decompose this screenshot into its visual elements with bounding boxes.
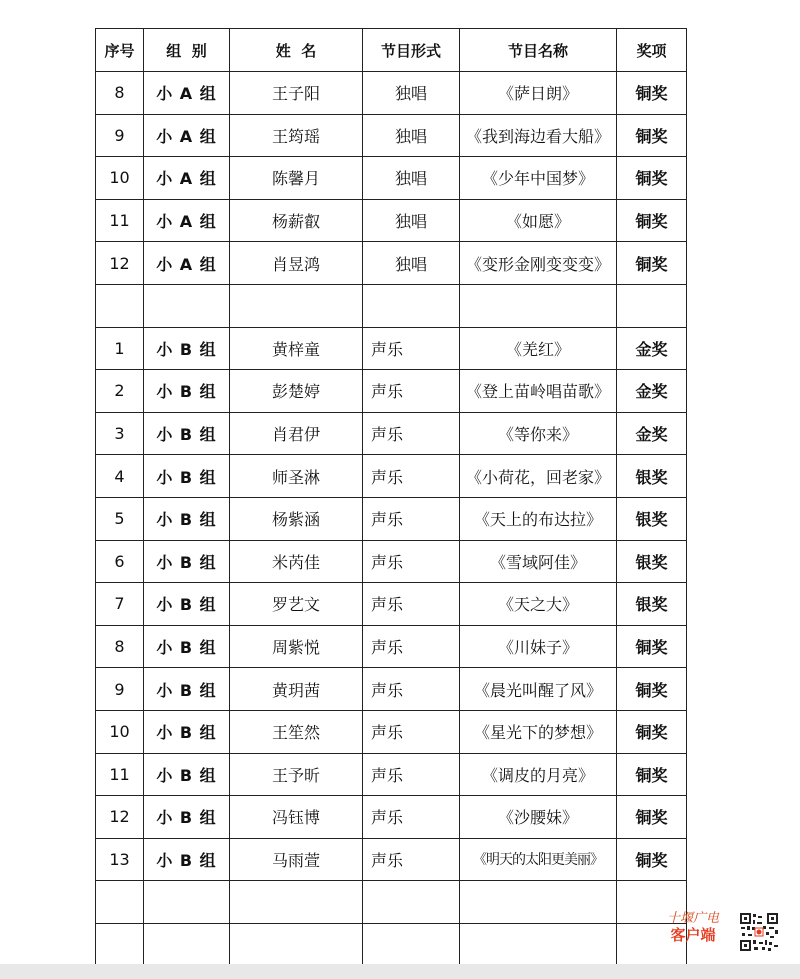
cell-group: 小 A 组 <box>144 72 230 115</box>
empty-cell <box>96 284 144 327</box>
cell-seq: 4 <box>96 455 144 498</box>
cell-form: 声乐 <box>363 370 460 413</box>
cell-form: 独唱 <box>363 242 460 285</box>
cell-group: 小 B 组 <box>144 412 230 455</box>
header-name: 姓 名 <box>230 29 363 72</box>
cell-group: 小 B 组 <box>144 497 230 540</box>
cell-form: 独唱 <box>363 199 460 242</box>
cell-group: 小 B 组 <box>144 668 230 711</box>
cell-name: 肖昱鸿 <box>230 242 363 285</box>
cell-title: 《萨日朗》 <box>460 72 617 115</box>
watermark-subtitle: 客户端 <box>670 925 716 944</box>
cell-name: 黄梓童 <box>230 327 363 370</box>
table-row <box>96 412 687 455</box>
page-bottom-strip <box>0 964 800 979</box>
cell-award: 铜奖 <box>617 796 687 839</box>
table-row <box>96 668 687 711</box>
cell-title: 《如愿》 <box>460 199 617 242</box>
table-row <box>96 710 687 753</box>
empty-row <box>96 881 687 924</box>
empty-cell <box>460 284 617 327</box>
cell-name: 彭楚婷 <box>230 370 363 413</box>
cell-seq: 7 <box>96 583 144 626</box>
cell-form: 声乐 <box>363 625 460 668</box>
cell-name: 王子阳 <box>230 72 363 115</box>
cell-title: 《等你来》 <box>460 412 617 455</box>
header-form: 节目形式 <box>363 29 460 72</box>
header-seq: 序号 <box>96 29 144 72</box>
cell-form: 声乐 <box>363 710 460 753</box>
table-row <box>96 370 687 413</box>
cell-name: 米芮佳 <box>230 540 363 583</box>
cell-award: 铜奖 <box>617 838 687 881</box>
cell-group: 小 B 组 <box>144 455 230 498</box>
cell-group: 小 A 组 <box>144 242 230 285</box>
cell-award: 铜奖 <box>617 710 687 753</box>
cell-seq: 8 <box>96 72 144 115</box>
cell-seq: 12 <box>96 796 144 839</box>
watermark-logo <box>667 912 719 944</box>
cell-title: 《雪域阿佳》 <box>460 540 617 583</box>
cell-seq: 10 <box>96 157 144 200</box>
header-award: 奖项 <box>617 29 687 72</box>
cell-seq: 9 <box>96 668 144 711</box>
cell-seq: 9 <box>96 114 144 157</box>
cell-group: 小 B 组 <box>144 710 230 753</box>
cell-group: 小 B 组 <box>144 327 230 370</box>
cell-group: 小 B 组 <box>144 370 230 413</box>
cell-seq: 5 <box>96 497 144 540</box>
cell-group: 小 B 组 <box>144 796 230 839</box>
table-row <box>96 199 687 242</box>
table-row <box>96 796 687 839</box>
cell-name: 王予昕 <box>230 753 363 796</box>
empty-cell <box>460 923 617 966</box>
cell-group: 小 B 组 <box>144 753 230 796</box>
cell-seq: 8 <box>96 625 144 668</box>
cell-seq: 11 <box>96 199 144 242</box>
cell-name: 马雨萱 <box>230 838 363 881</box>
cell-award: 铜奖 <box>617 114 687 157</box>
cell-form: 声乐 <box>363 796 460 839</box>
cell-title: 《沙腰妹》 <box>460 796 617 839</box>
table-row <box>96 157 687 200</box>
cell-title: 《少年中国梦》 <box>460 157 617 200</box>
cell-award: 银奖 <box>617 540 687 583</box>
cell-group: 小 B 组 <box>144 838 230 881</box>
cell-title: 《登上苗岭唱苗歌》 <box>460 370 617 413</box>
cell-group: 小 B 组 <box>144 583 230 626</box>
cell-award: 铜奖 <box>617 157 687 200</box>
cell-name: 肖君伊 <box>230 412 363 455</box>
cell-title: 《天之大》 <box>460 583 617 626</box>
empty-cell <box>144 923 230 966</box>
cell-seq: 12 <box>96 242 144 285</box>
cell-form: 声乐 <box>363 540 460 583</box>
cell-award: 铜奖 <box>617 625 687 668</box>
cell-group: 小 B 组 <box>144 540 230 583</box>
cell-form: 声乐 <box>363 412 460 455</box>
cell-seq: 2 <box>96 370 144 413</box>
empty-cell <box>144 881 230 924</box>
cell-seq: 1 <box>96 327 144 370</box>
cell-title: 《川妹子》 <box>460 625 617 668</box>
cell-award: 铜奖 <box>617 668 687 711</box>
table-row <box>96 455 687 498</box>
cell-award: 金奖 <box>617 412 687 455</box>
cell-name: 罗艺文 <box>230 583 363 626</box>
table-row <box>96 114 687 157</box>
cell-title: 《调皮的月亮》 <box>460 753 617 796</box>
cell-seq: 10 <box>96 710 144 753</box>
cell-group: 小 B 组 <box>144 625 230 668</box>
empty-cell <box>230 881 363 924</box>
table-row <box>96 242 687 285</box>
empty-cell <box>460 881 617 924</box>
empty-row <box>96 923 687 966</box>
empty-cell <box>230 284 363 327</box>
cell-name: 黄玥茜 <box>230 668 363 711</box>
cell-award: 铜奖 <box>617 199 687 242</box>
header-title: 节目名称 <box>460 29 617 72</box>
cell-seq: 3 <box>96 412 144 455</box>
cell-form: 独唱 <box>363 114 460 157</box>
empty-cell <box>617 284 687 327</box>
cell-award: 铜奖 <box>617 753 687 796</box>
cell-group: 小 A 组 <box>144 114 230 157</box>
cell-title: 《晨光叫醒了风》 <box>460 668 617 711</box>
table-row <box>96 327 687 370</box>
cell-award: 金奖 <box>617 370 687 413</box>
empty-cell <box>363 284 460 327</box>
cell-form: 声乐 <box>363 753 460 796</box>
cell-award: 银奖 <box>617 455 687 498</box>
qr-code-icon <box>739 912 779 952</box>
cell-seq: 6 <box>96 540 144 583</box>
header-group: 组 别 <box>144 29 230 72</box>
cell-name: 杨薪叡 <box>230 199 363 242</box>
cell-title: 《羌红》 <box>460 327 617 370</box>
header-row <box>96 29 687 72</box>
cell-seq: 13 <box>96 838 144 881</box>
cell-title: 《明天的太阳更美丽》 <box>460 838 617 881</box>
cell-group: 小 A 组 <box>144 157 230 200</box>
empty-cell <box>363 881 460 924</box>
table-row <box>96 583 687 626</box>
cell-award: 金奖 <box>617 327 687 370</box>
table-row <box>96 540 687 583</box>
cell-form: 声乐 <box>363 668 460 711</box>
watermark-brand: 十堰广电 <box>667 911 720 926</box>
cell-seq: 11 <box>96 753 144 796</box>
cell-title: 《小荷花，回老家》 <box>460 455 617 498</box>
table-row <box>96 72 687 115</box>
cell-name: 师圣淋 <box>230 455 363 498</box>
awards-table <box>95 28 687 966</box>
empty-cell <box>96 881 144 924</box>
cell-title: 《我到海边看大船》 <box>460 114 617 157</box>
cell-form: 独唱 <box>363 157 460 200</box>
empty-cell <box>144 284 230 327</box>
cell-form: 声乐 <box>363 838 460 881</box>
cell-form: 声乐 <box>363 455 460 498</box>
empty-row <box>96 284 687 327</box>
cell-award: 铜奖 <box>617 72 687 115</box>
table-row <box>96 753 687 796</box>
cell-award: 铜奖 <box>617 242 687 285</box>
cell-name: 王笙然 <box>230 710 363 753</box>
table-row <box>96 497 687 540</box>
empty-cell <box>230 923 363 966</box>
cell-name: 杨紫涵 <box>230 497 363 540</box>
cell-title: 《变形金刚变变变》 <box>460 242 617 285</box>
table-row <box>96 838 687 881</box>
cell-award: 银奖 <box>617 497 687 540</box>
empty-cell <box>363 923 460 966</box>
cell-form: 声乐 <box>363 583 460 626</box>
empty-cell <box>96 923 144 966</box>
cell-group: 小 A 组 <box>144 199 230 242</box>
cell-form: 声乐 <box>363 497 460 540</box>
cell-form: 声乐 <box>363 327 460 370</box>
cell-form: 独唱 <box>363 72 460 115</box>
cell-name: 冯钰博 <box>230 796 363 839</box>
cell-name: 陈馨月 <box>230 157 363 200</box>
cell-name: 王筠瑶 <box>230 114 363 157</box>
table-row <box>96 625 687 668</box>
cell-title: 《天上的布达拉》 <box>460 497 617 540</box>
cell-title: 《星光下的梦想》 <box>460 710 617 753</box>
cell-award: 银奖 <box>617 583 687 626</box>
cell-name: 周紫悦 <box>230 625 363 668</box>
